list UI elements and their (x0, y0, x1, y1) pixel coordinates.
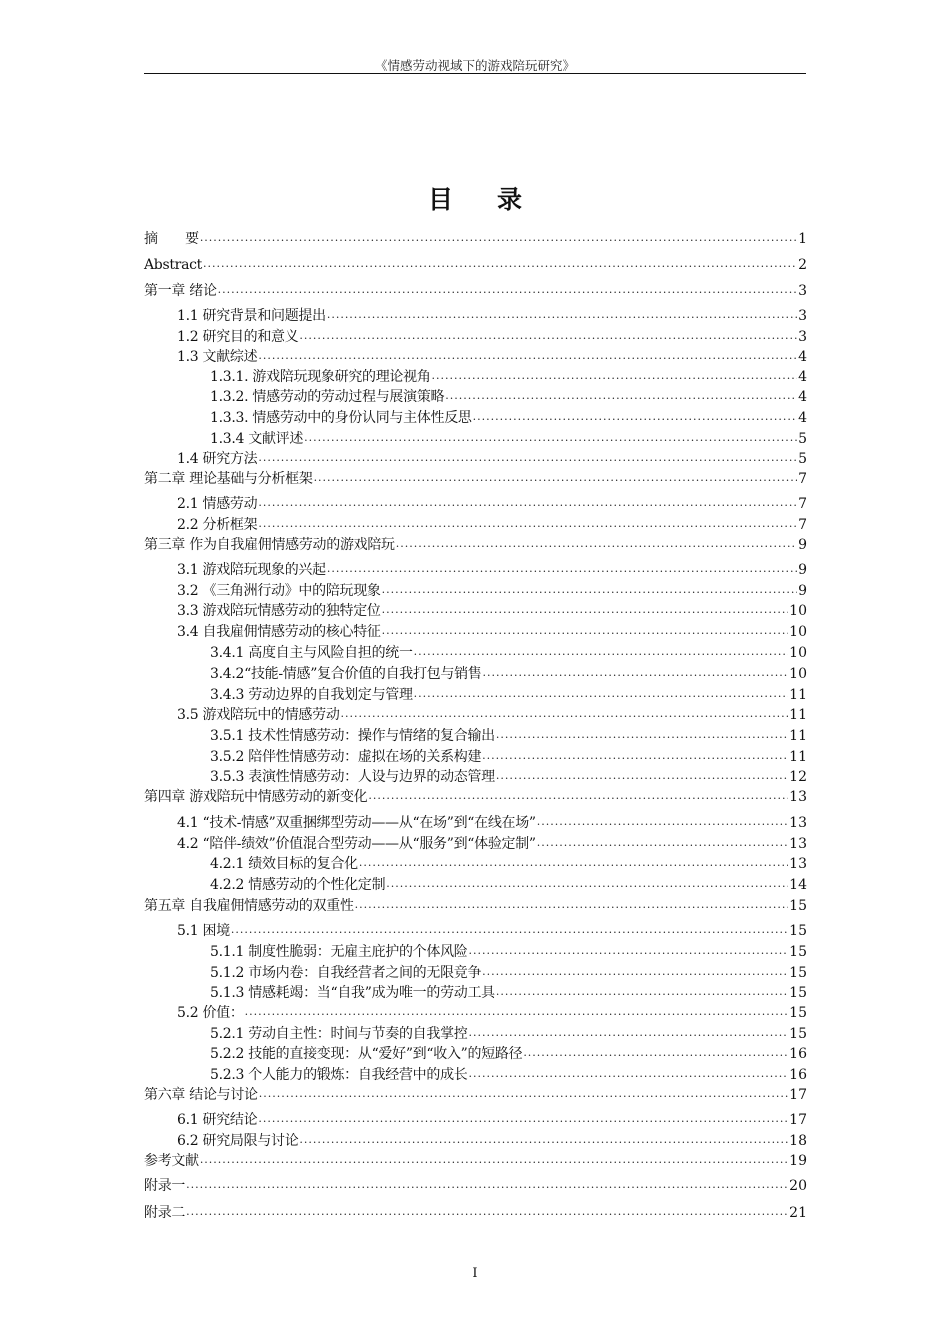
toc-entry-label: 1.2 研究目的和意义 (177, 329, 299, 345)
toc-leader-dots (523, 1045, 788, 1061)
toc-leader-dots (445, 388, 797, 404)
toc-leader-dots (473, 409, 797, 425)
toc-entry-page: 10 (789, 645, 807, 661)
toc-entry-page: 3 (798, 329, 807, 345)
toc-entry-page: 16 (789, 1046, 807, 1062)
toc-leader-dots (200, 1152, 788, 1168)
toc-leader-dots (299, 1132, 788, 1148)
toc-entry[interactable] (144, 1176, 807, 1196)
toc-entry-label: 5.2.1 劳动自主性：时间与节奏的自我掌控 (210, 1026, 468, 1042)
toc-leader-dots (186, 1204, 788, 1220)
toc-entry[interactable] (144, 983, 807, 1003)
toc-leader-dots (327, 561, 797, 577)
toc-leader-dots (482, 964, 788, 980)
toc-leader-dots (258, 516, 797, 532)
toc-entry[interactable] (144, 408, 807, 428)
toc-leader-dots (245, 1004, 789, 1020)
toc-entry-page: 15 (789, 898, 807, 914)
toc-leader-dots (414, 686, 789, 702)
toc-entry[interactable] (144, 963, 807, 983)
toc-leader-dots (482, 665, 788, 681)
toc-entry[interactable] (144, 494, 807, 514)
toc-entry-label: 6.1 研究结论 (177, 1112, 258, 1128)
header-rule (144, 73, 806, 74)
toc-entry-page: 16 (789, 1067, 807, 1083)
toc-entry[interactable] (144, 581, 807, 601)
toc-entry-label: 3.2 《三角洲行动》中的陪玩现象 (177, 583, 381, 599)
toc-entry-page: 5 (798, 451, 807, 467)
toc-entry[interactable] (144, 306, 807, 326)
toc-entry-page: 4 (798, 369, 807, 385)
toc-entry-page: 13 (789, 789, 807, 805)
toc-entry[interactable] (144, 601, 807, 621)
toc-entry-page: 11 (789, 687, 807, 703)
toc-entry-page: 15 (789, 1005, 807, 1021)
toc-entry-page: 1 (798, 231, 807, 247)
toc-title: 目录 (427, 185, 566, 214)
toc-leader-dots (231, 922, 788, 938)
toc-entry-page: 3 (798, 283, 807, 299)
toc-leader-dots (259, 1086, 788, 1102)
toc-entry[interactable] (144, 767, 807, 787)
toc-leader-dots (382, 623, 789, 639)
toc-entry-label: 摘 要 (144, 231, 199, 247)
toc-entry[interactable] (144, 921, 807, 941)
toc-entry-page: 13 (789, 836, 807, 852)
toc-entry[interactable] (144, 255, 807, 275)
toc-entry[interactable] (144, 834, 807, 854)
toc-entry-label: 第五章 自我雇佣情感劳动的双重性 (144, 898, 354, 914)
toc-entry[interactable] (144, 515, 807, 535)
toc-entry-page: 15 (789, 1026, 807, 1042)
toc-leader-dots (355, 897, 789, 913)
toc-entry-label: 3.4.2“技能-情感”复合价值的自我打包与销售 (210, 666, 482, 682)
toc-entry[interactable] (144, 747, 807, 767)
toc-entry-label: 3.4.3 劳动边界的自我划定与管理 (210, 687, 413, 703)
toc-entry-page: 13 (789, 856, 807, 872)
toc-entry-label: 4.2 “陪伴-绩效”价值混合型劳动——从“服务”到“体验定制” (177, 836, 536, 852)
toc-leader-dots (314, 470, 798, 486)
toc-entry-label: 5.2 价值： (177, 1005, 244, 1021)
toc-entry[interactable] (144, 896, 807, 916)
toc-leader-dots (414, 644, 789, 660)
toc-entry-page: 18 (789, 1133, 807, 1149)
toc-entry[interactable] (144, 347, 807, 367)
toc-entry-page: 21 (789, 1205, 807, 1221)
toc-entry[interactable] (144, 535, 807, 555)
toc-entry[interactable] (144, 726, 807, 746)
toc-entry-page: 17 (789, 1087, 807, 1103)
toc-entry-page: 12 (789, 769, 807, 785)
toc-entry[interactable] (144, 327, 807, 347)
toc-entry-page: 7 (798, 471, 807, 487)
toc-entry[interactable] (144, 229, 807, 249)
toc-entry-page: 10 (789, 624, 807, 640)
toc-entry[interactable] (144, 1110, 807, 1130)
toc-entry-label: 第一章 绪论 (144, 283, 217, 299)
toc-entry-page: 5 (798, 431, 807, 447)
toc-entry-label: 2.1 情感劳动 (177, 496, 258, 512)
toc-entry-page: 4 (798, 389, 807, 405)
toc-leader-dots (537, 835, 788, 851)
toc-entry[interactable] (144, 875, 807, 895)
toc-entry-label: 6.2 研究局限与讨论 (177, 1133, 299, 1149)
toc-entry-label: 5.1.3 情感耗竭：当“自我”成为唯一的劳动工具 (210, 985, 495, 1001)
toc-entry-page: 2 (798, 257, 807, 273)
toc-entry-page: 10 (789, 603, 807, 619)
toc-entry-label: 附录二 (144, 1205, 186, 1221)
toc-leader-dots (382, 582, 797, 598)
toc-entry[interactable] (144, 1003, 807, 1023)
toc-leader-dots (468, 943, 788, 959)
toc-entry-label: 5.1.2 市场内卷：自我经营者之间的无限竞争 (210, 965, 482, 981)
toc-entry-label: 1.4 研究方法 (177, 451, 258, 467)
toc-entry-page: 11 (789, 728, 807, 744)
toc-entry[interactable] (144, 1065, 807, 1085)
toc-leader-dots (496, 984, 788, 1000)
toc-entry-page: 15 (789, 985, 807, 1001)
toc-entry-label: 4.2.1 绩效目标的复合化 (210, 856, 358, 872)
toc-leader-dots (327, 307, 797, 323)
toc-entry[interactable] (144, 685, 807, 705)
toc-entry-page: 3 (798, 308, 807, 324)
toc-entry[interactable] (144, 387, 807, 407)
toc-entry[interactable] (144, 705, 807, 725)
toc-entry-page: 17 (789, 1112, 807, 1128)
toc-entry[interactable] (144, 281, 807, 301)
toc-leader-dots (496, 727, 788, 743)
toc-leader-dots (468, 1025, 788, 1041)
toc-leader-dots (537, 814, 788, 830)
toc-entry-label: 附录一 (144, 1178, 186, 1194)
toc-entry[interactable] (144, 469, 807, 489)
toc-leader-dots (396, 536, 797, 552)
toc-entry-label: 1.1 研究背景和问题提出 (177, 308, 326, 324)
toc-entry-page: 10 (789, 666, 807, 682)
toc-entry-label: 3.3 游戏陪玩情感劳动的独特定位 (177, 603, 381, 619)
toc-entry[interactable] (144, 813, 807, 833)
toc-leader-dots (482, 748, 788, 764)
toc-entry-label: 4.2.2 情感劳动的个性化定制 (210, 877, 386, 893)
toc-entry-page: 20 (789, 1178, 807, 1194)
toc-entry-label: 1.3.4 文献评述 (210, 431, 304, 447)
toc-leader-dots (200, 230, 797, 246)
toc-entry-page: 7 (798, 517, 807, 533)
toc-entry[interactable] (144, 1131, 807, 1151)
toc-entry-label: 5.2.3 个人能力的锻炼：自我经营中的成长 (210, 1067, 468, 1083)
toc-entry-page: 11 (789, 707, 807, 723)
toc-entry-label: 5.1.1 制度性脆弱：无雇主庇护的个体风险 (210, 944, 468, 960)
toc-entry-page: 15 (789, 944, 807, 960)
toc-entry[interactable] (144, 854, 807, 874)
toc-entry-page: 7 (798, 496, 807, 512)
toc-entry-label: Abstract (144, 257, 202, 273)
toc-entry-page: 14 (789, 877, 807, 893)
toc-entry[interactable] (144, 1085, 807, 1105)
toc-entry-label: 3.5.1 技术性情感劳动：操作与情绪的复合输出 (210, 728, 495, 744)
toc-leader-dots (258, 450, 797, 466)
toc-entry[interactable] (144, 787, 807, 807)
toc-entry-page: 9 (798, 583, 807, 599)
toc-leader-dots (382, 602, 789, 618)
toc-leader-dots (496, 768, 788, 784)
toc-entry-page: 4 (798, 349, 807, 365)
toc-entry-page: 4 (798, 410, 807, 426)
toc-entry[interactable] (144, 1203, 807, 1223)
toc-entry[interactable] (144, 1044, 807, 1064)
toc-entry-label: 1.3.3. 情感劳动中的身份认同与主体性反思 (210, 410, 472, 426)
toc-entry-label: 2.2 分析框架 (177, 517, 258, 533)
toc-leader-dots (368, 788, 788, 804)
toc-leader-dots (341, 706, 789, 722)
toc-leader-dots (432, 368, 798, 384)
toc-entry-label: 3.5 游戏陪玩中的情感劳动 (177, 707, 340, 723)
toc-entry-label: 第六章 结论与讨论 (144, 1087, 258, 1103)
toc-entry-label: 4.1 “技术-情感”双重捆绑型劳动——从“在场”到“在线在场” (177, 815, 536, 831)
toc-entry[interactable] (144, 449, 807, 469)
toc-entry-page: 9 (798, 537, 807, 553)
toc-leader-dots (468, 1066, 788, 1082)
toc-entry[interactable] (144, 1024, 807, 1044)
toc-entry[interactable] (144, 367, 807, 387)
toc-entry-label: 参考文献 (144, 1153, 199, 1169)
toc-entry-label: 1.3.1. 游戏陪玩现象研究的理论视角 (210, 369, 431, 385)
toc-leader-dots (218, 282, 797, 298)
toc-entry[interactable] (144, 942, 807, 962)
toc-entry[interactable] (144, 622, 807, 642)
toc-entry-label: 1.3 文献综述 (177, 349, 258, 365)
page-number: I (472, 1266, 478, 1281)
toc-entry-page: 15 (789, 965, 807, 981)
running-header: 《情感劳动视域下的游戏陪玩研究》 (374, 58, 575, 73)
toc-entry-label: 5.2.2 技能的直接变现：从“爱好”到“收入”的短路径 (210, 1046, 523, 1062)
toc-entry-page: 9 (798, 562, 807, 578)
toc-leader-dots (186, 1177, 788, 1193)
toc-leader-dots (304, 430, 797, 446)
toc-leader-dots (258, 495, 797, 511)
toc-entry-page: 19 (789, 1153, 807, 1169)
toc-entry-page: 11 (789, 749, 807, 765)
toc-leader-dots (299, 328, 797, 344)
toc-entry[interactable] (144, 560, 807, 580)
toc-leader-dots (359, 855, 788, 871)
toc-entry-label: 3.5.3 表演性情感劳动：人设与边界的动态管理 (210, 769, 495, 785)
toc-entry[interactable] (144, 429, 807, 449)
toc-entry-label: 第二章 理论基础与分析框架 (144, 471, 313, 487)
toc-entry-page: 13 (789, 815, 807, 831)
toc-entry-label: 1.3.2. 情感劳动的劳动过程与展演策略 (210, 389, 445, 405)
toc-entry-label: 第四章 游戏陪玩中情感劳动的新变化 (144, 789, 368, 805)
toc-leader-dots (203, 256, 797, 272)
toc-entry-label: 3.1 游戏陪玩现象的兴起 (177, 562, 326, 578)
toc-entry[interactable] (144, 664, 807, 684)
toc-entry-label: 3.5.2 陪伴性情感劳动：虚拟在场的关系构建 (210, 749, 482, 765)
toc-leader-dots (258, 348, 797, 364)
toc-entry-label: 5.1 困境 (177, 923, 230, 939)
toc-entry[interactable] (144, 1151, 807, 1171)
toc-entry-label: 第三章 作为自我雇佣情感劳动的游戏陪玩 (144, 537, 395, 553)
toc-entry[interactable] (144, 643, 807, 663)
toc-leader-dots (258, 1111, 788, 1127)
toc-leader-dots (386, 876, 788, 892)
toc-entry-page: 15 (789, 923, 807, 939)
toc-entry-label: 3.4.1 高度自主与风险自担的统一 (210, 645, 413, 661)
toc-entry-label: 3.4 自我雇佣情感劳动的核心特征 (177, 624, 381, 640)
